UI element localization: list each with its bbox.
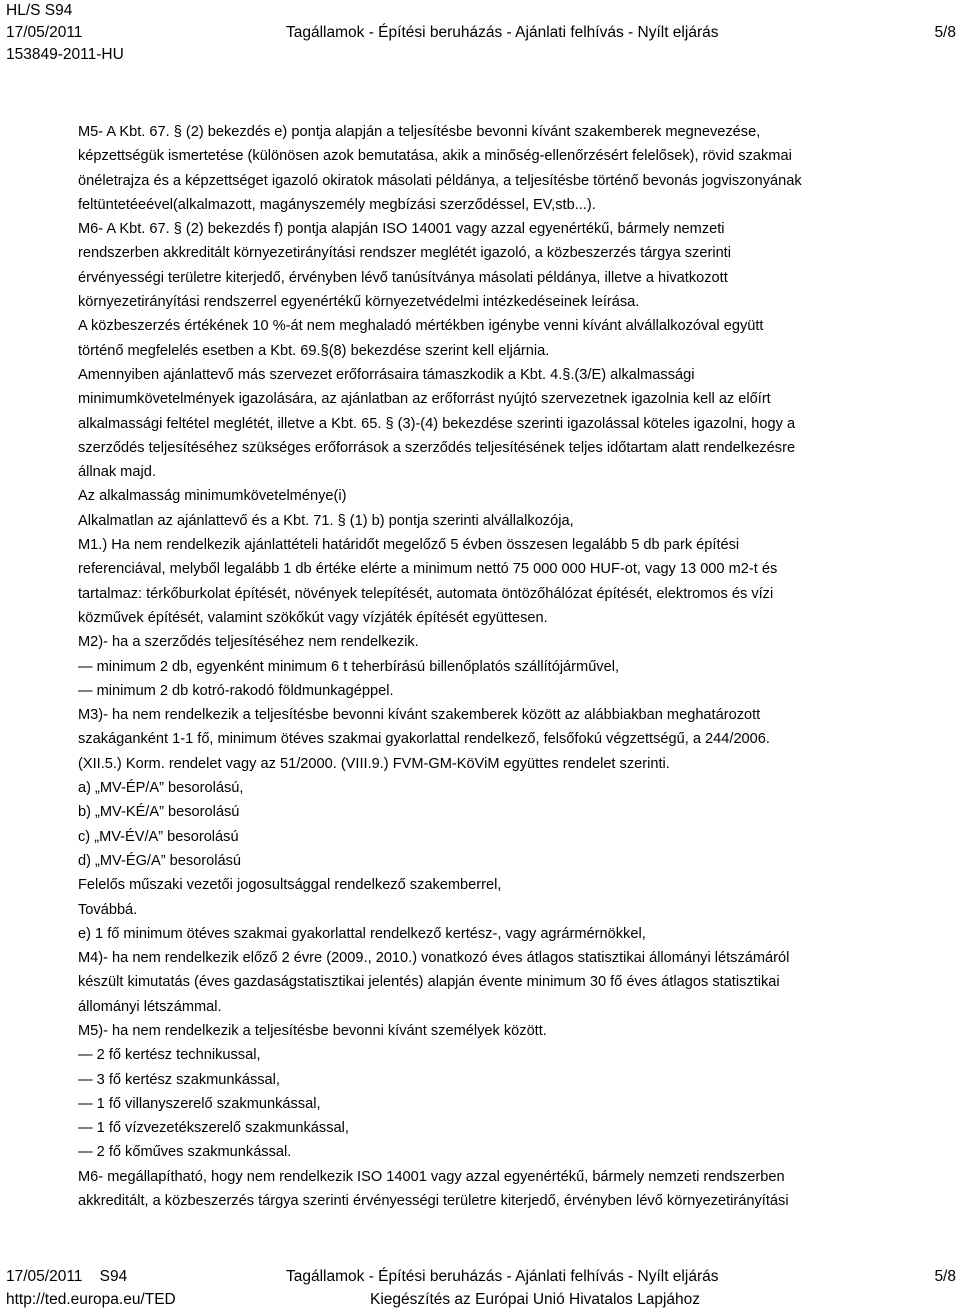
footer-url[interactable]: http://ted.europa.eu/TED (6, 1291, 176, 1308)
text-line: — minimum 2 db kotró-rakodó földmunkagéppel. (78, 682, 394, 699)
text-line: M5- A Kbt. 67. § (2) bekezdés e) pontja alapján a teljesítésbe bevonni kívánt szakemberek megnevezése, (78, 124, 761, 140)
text-line: önéletrajza és a képzettséget igazoló okiratok másolati példánya, a teljesítésbe történő bevonás jogviszonyának (78, 172, 802, 189)
footer-date-series (6, 1266, 127, 1288)
text-line: — minimum 2 db, egyenként minimum 6 t teherbírású billenőplatós szállítójárművel, (78, 658, 620, 675)
text-line: Felelős műszaki vezetői jogosultsággal rendelkező szakemberrel, (78, 877, 502, 894)
footer-date: 17/05/2011 (6, 1268, 83, 1285)
text-line: alkalmassági feltétel meglétét, illetve a Kbt. 65. § (3)-(4) bekezdése szerinti igazolással köteles igazolni, hogy a (78, 415, 796, 432)
text-line: Amennyiben ajánlattevő más szervezet erőforrásaira támaszkodik a Kbt. 4.§.(3/E) alkalmassági (78, 366, 695, 383)
header-date: 17/05/2011 (6, 24, 83, 41)
text-line: tartalmaz: térkőburkolat építését, növények telepítését, automata öntözőhálózat építését, elektromos és vízi (78, 585, 774, 602)
text-line: (XII.5.) Korm. rendelet vagy az 51/2000. (VIII.9.) FVM-GM-KöViM együttes rendelet szerinti. (78, 755, 670, 772)
text-line: M6- megállapítható, hogy nem rendelkezik ISO 14001 vagy azzal egyenértékű, bármely nemzeti rendszerben (78, 1168, 785, 1185)
text-line: M4)- ha nem rendelkezik előző 2 évre (2009., 2010.) vonatkozó éves átlagos statisztikai állományi létszámáról (78, 950, 790, 967)
text-line: a) „MV-ÉP/A” besorolású, (78, 780, 244, 797)
header-doc-id: 153849-2011-HU (6, 46, 124, 63)
text-line: szakáganként 1-1 fő, minimum ötéves szakmai gyakorlattal rendelkező, felsőfokú végzettségű, a 244/2006. (78, 731, 770, 748)
text-line: M6- A Kbt. 67. § (2) bekezdés f) pontja alapján ISO 14001 vagy azzal egyenértékű, bármely nemzeti (78, 221, 725, 238)
text-line: M5)- ha nem rendelkezik a teljesítésbe bevonni kívánt személyek között. (78, 1022, 547, 1039)
text-line: referenciával, melyből legalább 1 db értéke elérte a minimum nettó 75 000 000 HUF-ot, vagy 13 000 m2-t és (78, 561, 778, 578)
text-line: — 2 fő kertész technikussal, (78, 1047, 261, 1064)
footer-subtitle: Kiegészítés az Európai Unió Hivatalos Lapjához (370, 1291, 700, 1308)
text-line: rendszerben akkreditált környezetirányítási rendszer meglétét igazoló, a közbeszerzés tárgya szerinti (78, 245, 731, 262)
text-line: M3)- ha nem rendelkezik a teljesítésbe bevonni kívánt szakemberek között az alábbiakban meghatározott (78, 707, 761, 724)
text-line: történő megfelelés esetben a Kbt. 69.§(8) bekezdése szerint kell eljárnia. (78, 342, 550, 359)
text-line: feltüntetéeével(alkalmazott, magányszemély megbízási szerződéssel, EV,stb...). (78, 196, 596, 213)
text-line: — 3 fő kertész szakmunkással, (78, 1071, 280, 1088)
text-line: d) „MV-ÉG/A” besorolású (78, 852, 242, 869)
text-line: állnak majd. (78, 464, 156, 481)
header-series: HL/S S94 (6, 2, 73, 19)
text-line: c) „MV-ÉV/A” besorolású (78, 828, 239, 845)
footer-title: Tagállamok - Építési beruházás - Ajánlati felhívás - Nyílt eljárás (286, 1268, 719, 1285)
text-line: állományi létszámmal. (78, 998, 222, 1015)
text-line: M1.) Ha nem rendelkezik ajánlattételi határidőt megelőző 5 évben összesen legalább 5 db park építési (78, 537, 740, 554)
header-left (6, 0, 124, 66)
text-line: képzettségük ismertetése (különösen azok bemutatása, akik a minőség-ellenőrzésért felelősek), rövid szakmai (78, 148, 792, 165)
text-line: A közbeszerzés értékének 10 %-át nem meghaladó mértékben igénybe venni kívánt alvállalkozóval együtt (78, 318, 764, 335)
text-line: érvényességi területre kiterjedő, érvényben lévő tanúsítványa másolati példánya, illetve a hivatkozott (78, 269, 728, 286)
text-line: közművek építését, valamint szökőkút vagy vízjáték építését együttesen. (78, 609, 548, 626)
text-line: e) 1 fő minimum ötéves szakmai gyakorlattal rendelkező kertész-, vagy agrármérnökkel, (78, 925, 646, 942)
text-line: — 1 fő villanyszerelő szakmunkással, (78, 1095, 321, 1112)
text-line: — 2 fő kőműves szakmunkással. (78, 1144, 292, 1161)
text-line: környezetirányítási rendszerrel egyenértékű környezetvédelmi intézkedéseinek leírása. (78, 294, 640, 311)
text-line: Az alkalmasság minimumkövetelménye(i) (78, 488, 347, 505)
document-body (78, 120, 956, 1213)
text-line: Alkalmatlan az ajánlattevő és a Kbt. 71. § (1) b) pontja szerinti alvállalkozója, (78, 512, 574, 529)
text-line: szerződés teljesítéséhez szükséges erőforrások a szerződés teljesítésének teljes időtartam alatt rendelkezésre (78, 439, 796, 456)
header-page-number: 5/8 (934, 24, 956, 41)
text-line: — 1 fő vízvezetékszerelő szakmunkással, (78, 1120, 349, 1137)
footer-series: S94 (99, 1268, 128, 1285)
text-line: Továbbá. (78, 901, 138, 918)
text-line: M2)- ha a szerződés teljesítéséhez nem rendelkezik. (78, 634, 419, 651)
footer-page-number: 5/8 (934, 1268, 956, 1285)
text-line: minimumkövetelmények igazolására, az ajánlatban az erőforrást nyújtó szervezetnek igazolnia kell az előírt (78, 391, 771, 408)
text-line: készült kimutatás (éves gazdaságstatisztikai jelentés) alapján évente minimum 30 fő éves átlagos statisztikai (78, 974, 780, 991)
header-title: Tagállamok - Építési beruházás - Ajánlati felhívás - Nyílt eljárás (286, 24, 719, 41)
text-line: b) „MV-KÉ/A” besorolású (78, 804, 240, 821)
text-line: akkreditált, a közbeszerzés tárgya szerinti érvényességi területre kiterjedő, érvényben lévő környezetirányítási (78, 1193, 789, 1210)
